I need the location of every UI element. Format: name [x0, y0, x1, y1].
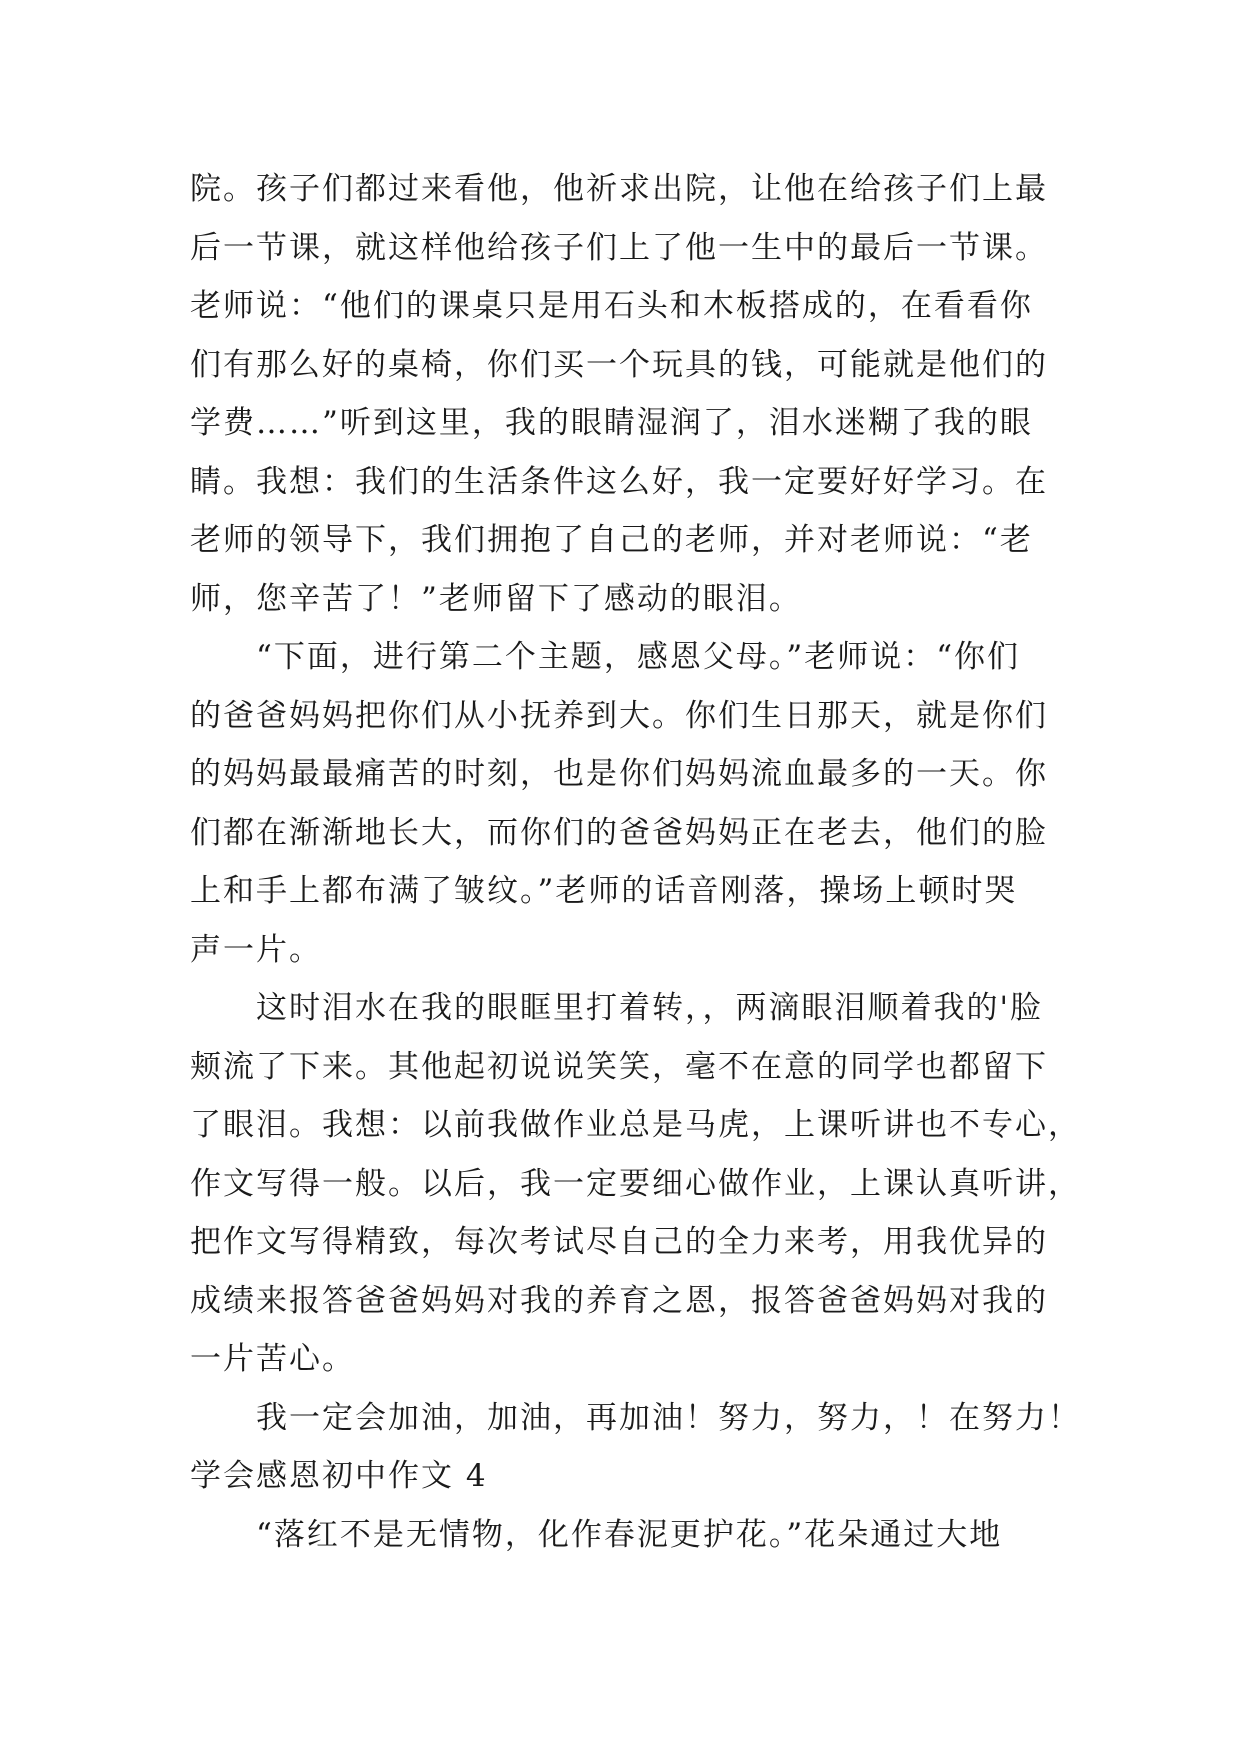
text-line: 们都在渐渐地长大，而你们的爸爸妈妈正在老去，他们的脸 — [190, 814, 1048, 851]
text-line: 老师的领导下，我们拥抱了自己的老师，并对老师说：“老 — [190, 522, 1033, 558]
text-line: 上和手上都布满了皱纹。”老师的话音刚落，操场上顿时哭 — [190, 873, 1018, 909]
document-body — [190, 160, 1080, 1564]
text-line: 的妈妈最最痛苦的时刻，也是你们妈妈流血最多的一天。你 — [190, 756, 1048, 792]
text-line: 院。孩子们都过来看他，他祈求出院，让他在给孩子们上最 — [190, 171, 1048, 207]
text-line: 成绩来报答爸爸妈妈对我的养育之恩，报答爸爸妈妈对我的 — [190, 1282, 1048, 1319]
text-line: 颊流了下来。其他起初说说笑笑，毫不在意的同学也都留下 — [190, 1048, 1048, 1085]
text-line: 学费……”听到这里，我的眼睛湿润了，泪水迷糊了我的眼 — [190, 405, 1033, 441]
text-line: “下面，进行第二个主题，感恩父母。”老师说：“你们 — [190, 639, 1021, 675]
text-line: 这时泪水在我的眼眶里打着转，，两滴眼泪顺着我的'脸 — [190, 990, 1044, 1026]
text-line: 作文写得一般。以后，我一定要细心做作业，上课认真听讲， — [190, 1165, 1081, 1202]
text-line: 一片苦心。 — [190, 1341, 355, 1377]
text-line: 师，您辛苦了！”老师留下了感动的眼泪。 — [190, 580, 802, 617]
text-line: 的爸爸妈妈把你们从小抚养到大。你们生日那天，就是你们 — [190, 697, 1048, 734]
text-line: 我一定会加油，加油，再加油！努力，努力，！在努力！ — [190, 1399, 1081, 1436]
text-line: 们有那么好的桌椅，你们买一个玩具的钱，可能就是他们的 — [190, 346, 1048, 383]
text-line: 声一片。 — [190, 931, 322, 968]
section-heading: 学会感恩初中作文 4 — [190, 1458, 488, 1494]
text-line: 睛。我想：我们的生活条件这么好，我一定要好好学习。在 — [190, 463, 1048, 500]
text-line: 后一节课，就这样他给孩子们上了他一生中的最后一节课。 — [190, 229, 1048, 266]
text-line: “落红不是无情物，化作春泥更护花。”花朵通过大地 — [190, 1516, 1003, 1553]
text-line: 了眼泪。我想：以前我做作业总是马虎，上课听讲也不专心， — [190, 1107, 1081, 1143]
text-line: 老师说：“他们的课桌只是用石头和木板搭成的，在看看你 — [190, 288, 1033, 324]
text-line: 把作文写得精致，每次考试尽自己的全力来考，用我优异的 — [190, 1224, 1048, 1260]
